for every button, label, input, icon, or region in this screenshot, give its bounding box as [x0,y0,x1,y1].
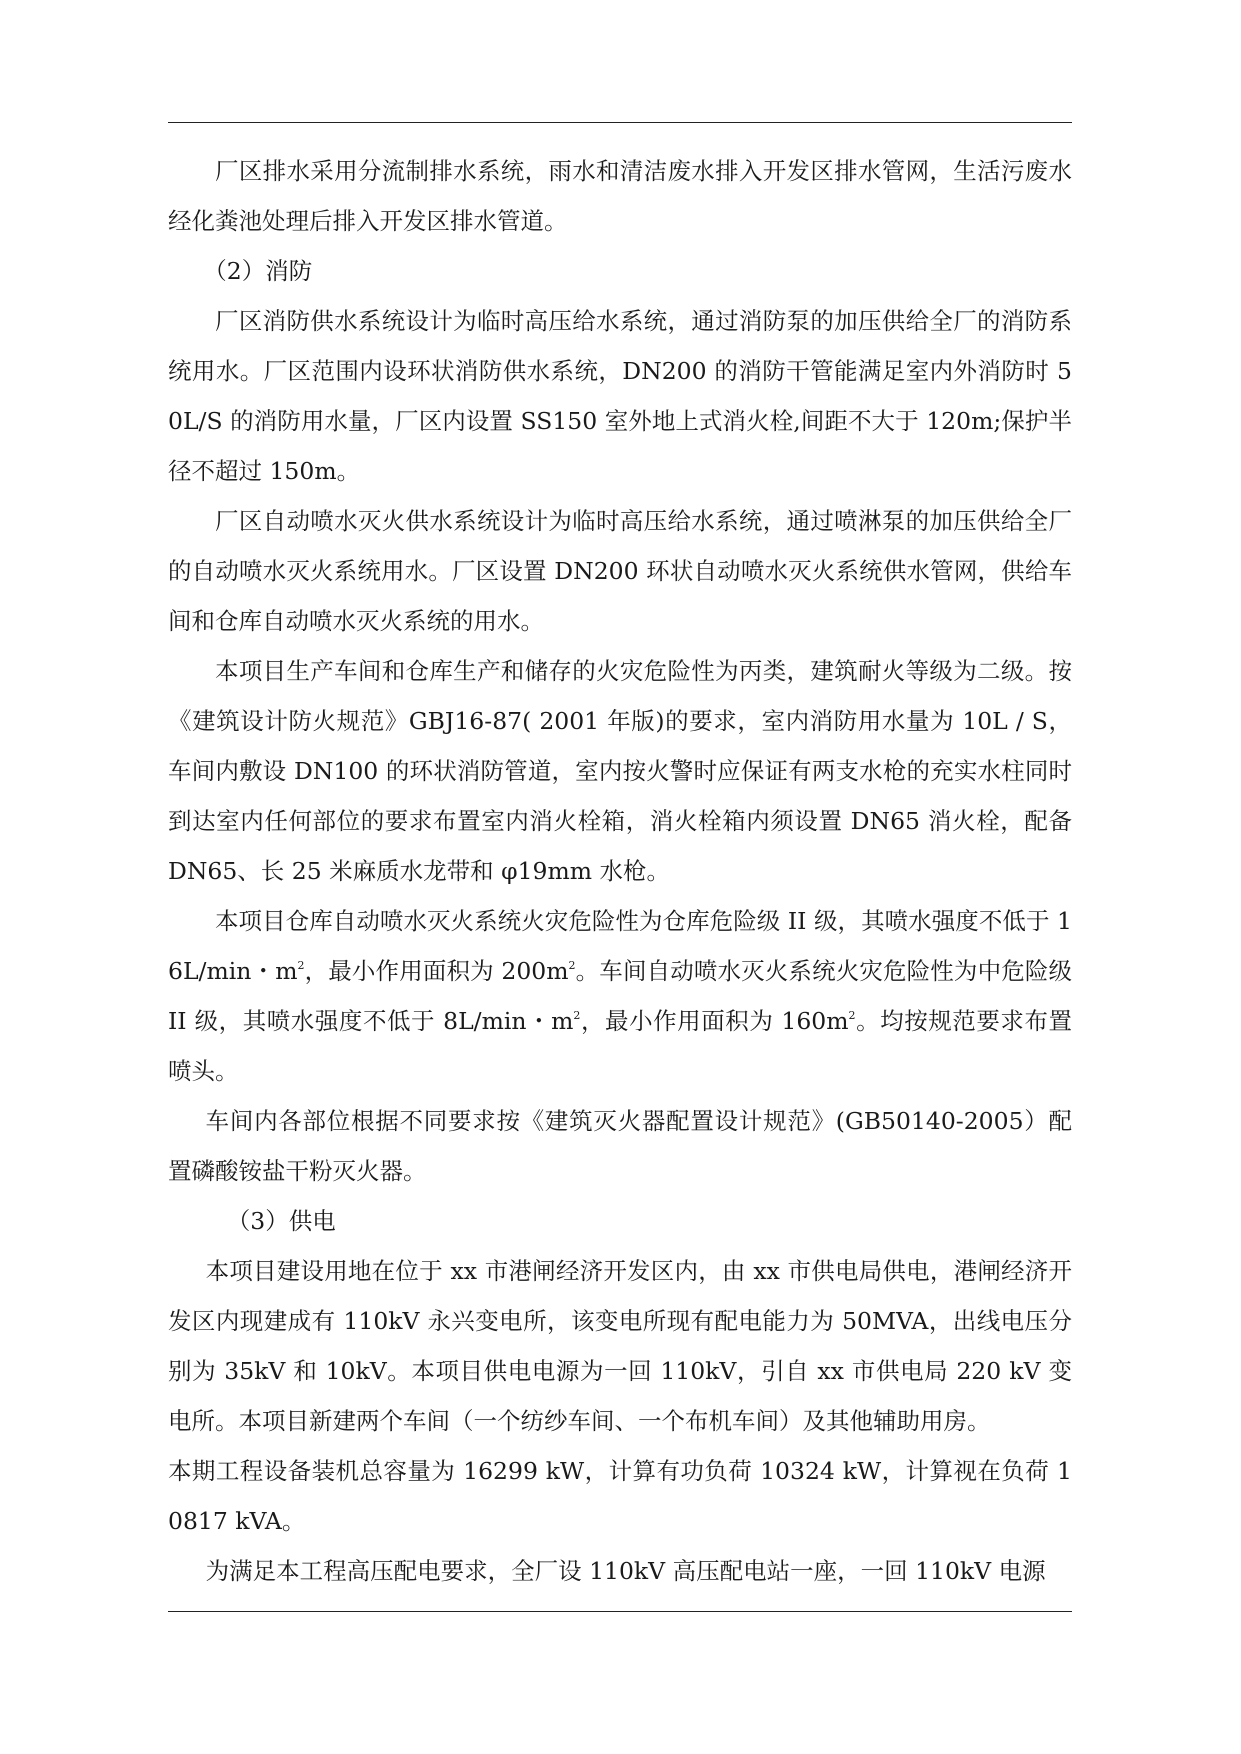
paragraph-load-capacity: 本期工程设备装机总容量为 16299 kW，计算有功负荷 10324 kW，计算视在负荷 10817 kVA。 [168,1457,1072,1535]
text-segment: ，最小作用面积为 200m [304,957,569,985]
unit-superscript: 2 [568,959,576,972]
paragraph-sprinkler-intensity [168,896,1072,1096]
paragraph-sprinkler-supply: 厂区自动喷水灭火供水系统设计为临时高压给水系统，通过喷淋泵的加压供给全厂的自动喷水灭火系统用水。厂区设置 DN200 环状自动喷水灭火系统供水管网，供给车间和仓库自动喷水灭火系统的用水。 [168,507,1072,635]
section-heading-fire-protection: （2）消防 [203,257,313,285]
paragraph-fire-water-supply: 厂区消防供水系统设计为临时高压给水系统，通过消防泵的加压供给全厂的消防系统用水。厂区范围内设环状消防供水系统，DN200 的消防干管能满足室内外消防时 50L/S 的消防用水量，厂区内设置 SS150 室外地上式消火栓,间距不大于 120m;保护半径不超过 150m。 [168,307,1072,485]
header-rule [168,122,1072,123]
unit-superscript: 2 [848,1009,856,1022]
paragraph-substation: 为满足本工程高压配电要求，全厂设 110kV 高压配电站一座，一回 110kV 电源 [205,1557,1046,1585]
paragraph-extinguishers: 车间内各部位根据不同要求按《建筑灭火器配置设计规范》(GB50140-2005）配置磷酸铵盐干粉灭火器。 [168,1107,1072,1185]
unit-superscript: 2 [297,959,305,972]
section-heading-power-supply: （3）供电 [226,1207,336,1235]
paragraph-power-source: 本项目建设用地在位于 xx 市港闸经济开发区内，由 xx 市供电局供电，港闸经济开发区内现建成有 110kV 永兴变电所，该变电所现有配电能力为 50MVA，出线电压分别为 35kV 和 10kV。本项目供电电源为一回 110kV，引自 xx 市供电局 220 kV 变电所。本项目新建两个车间（一个纺纱车间、一个布机车间）及其他辅助用房。 [168,1257,1072,1435]
paragraph-fire-hazard-class: 本项目生产车间和仓库生产和储存的火灾危险性为丙类，建筑耐火等级为二级。按《建筑设计防火规范》GBJ16-87( 2001 年版)的要求，室内消防用水量为 10L / S，车间内敷设 DN100 的环状消防管道，室内按火警时应保证有两支水枪的充实水柱同时到达室内任何部位的要求布置室内消火栓箱，消火栓箱内须设置 DN65 消火栓，配备 DN65、长 25 米麻质水龙带和 φ19mm 水枪。 [168,657,1072,885]
text-segment: 。车间自动喷水灭火系统火灾危险性为中危险级 II 级，其喷水强度不低于 8L/min・m [168,957,1072,1035]
paragraph-drainage: 厂区排水采用分流制排水系统，雨水和清洁废水排入开发区排水管网，生活污废水经化粪池处理后排入开发区排水管道。 [168,157,1072,235]
document-body [168,146,1072,1596]
text-segment: ，最小作用面积为 160m [580,1007,849,1035]
footer-rule [168,1611,1072,1612]
text-segment: 。均按规范要求布置喷头。 [168,1007,1073,1085]
unit-superscript: 2 [573,1009,581,1022]
text-segment: 本项目仓库自动喷水灭火系统火灾危险性为仓库危险级 II 级，其喷水强度不低于 16L/min・m [168,907,1072,985]
